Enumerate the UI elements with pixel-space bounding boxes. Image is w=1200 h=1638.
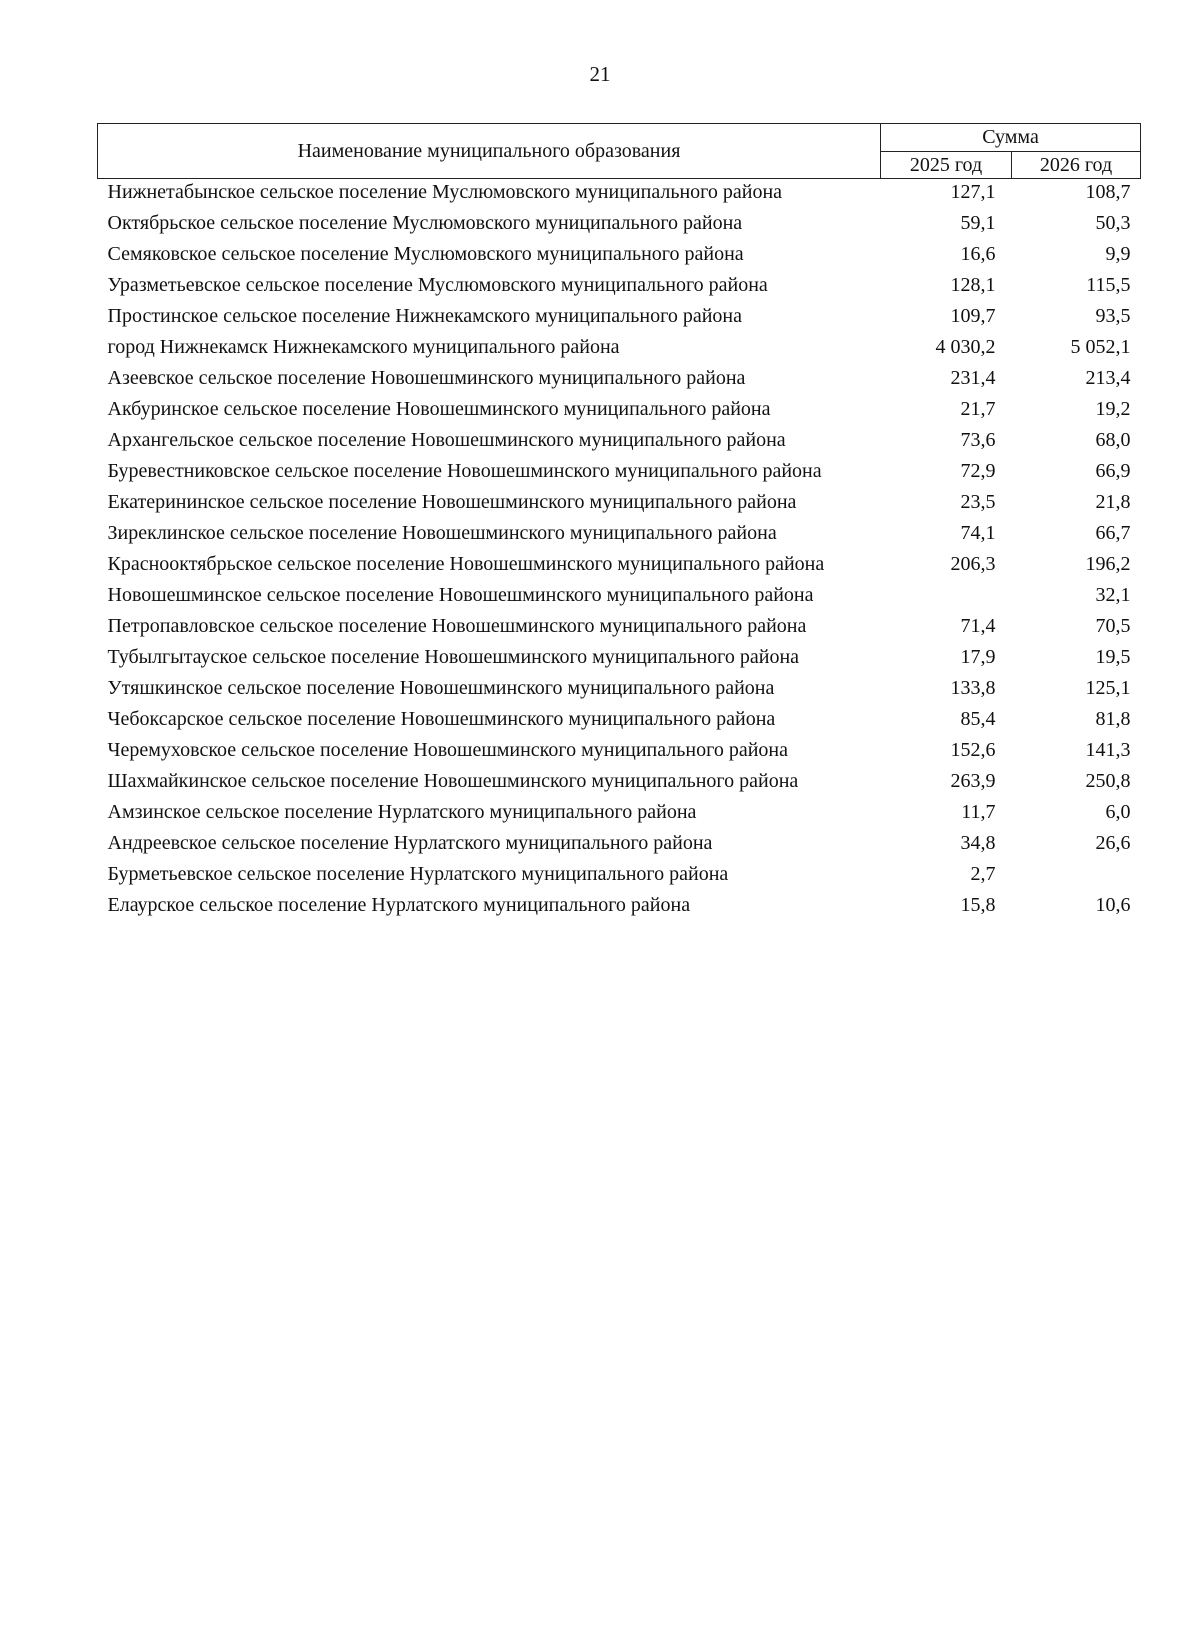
amount-2026: 26,6 — [1095, 832, 1131, 854]
table-row — [98, 303, 1141, 334]
amount-2026: 250,8 — [1085, 770, 1131, 792]
municipality-name: Утяшкинское сельское поселение Новошешминского муниципального района — [107, 677, 775, 699]
amount-2025: 23,5 — [960, 491, 996, 513]
amount-2025: 127,1 — [950, 181, 996, 203]
table-header — [98, 124, 1141, 179]
amount-2025: 71,4 — [960, 615, 996, 637]
amount-2026: 19,5 — [1095, 646, 1131, 668]
table-row — [98, 396, 1141, 427]
amount-2026: 66,7 — [1095, 522, 1131, 544]
amount-2026: 196,2 — [1085, 553, 1131, 575]
table-row — [98, 241, 1141, 272]
municipality-name: Екатерининское сельское поселение Новошешминского муниципального района — [107, 491, 797, 513]
table-row — [98, 551, 1141, 582]
amount-2025: 59,1 — [960, 212, 996, 234]
table-body — [98, 179, 1141, 924]
amount-2025: 263,9 — [950, 770, 996, 792]
amount-2025: 15,8 — [960, 894, 996, 916]
municipality-name: Новошешминское сельское поселение Новошешминского муниципального района — [107, 584, 814, 606]
amount-2025: 16,6 — [960, 243, 996, 265]
amount-2026: 93,5 — [1095, 305, 1131, 327]
amount-2025: 85,4 — [960, 708, 996, 730]
table-row — [98, 210, 1141, 241]
table-row — [98, 861, 1141, 892]
amount-2025: 4 030,2 — [935, 336, 996, 358]
municipality-name: Уразметьевское сельское поселение Муслюмовского муниципального района — [107, 274, 768, 296]
municipality-name: Черемуховское сельское поселение Новошешминского муниципального района — [107, 739, 788, 761]
municipality-name: Зиреклинское сельское поселение Новошешминского муниципального района — [107, 522, 777, 544]
municipality-name: Петропавловское сельское поселение Новошешминского муниципального района — [107, 615, 807, 637]
amount-2026: 50,3 — [1095, 212, 1131, 234]
amount-2025: 21,7 — [960, 398, 996, 420]
table-row — [98, 644, 1141, 675]
table-row — [98, 830, 1141, 861]
table-row — [98, 737, 1141, 768]
amount-2026: 19,2 — [1095, 398, 1131, 420]
amount-2025: 109,7 — [950, 305, 996, 327]
table-row — [98, 334, 1141, 365]
municipality-name: Нижнетабынское сельское поселение Муслюмовского муниципального района — [107, 181, 783, 203]
table-row — [98, 582, 1141, 613]
table-row — [98, 520, 1141, 551]
amount-2025: 73,6 — [960, 429, 996, 451]
amount-2026: 68,0 — [1095, 429, 1131, 451]
municipality-name: Октябрьское сельское поселение Муслюмовского муниципального района — [107, 212, 743, 234]
amount-2025: 152,6 — [950, 739, 996, 761]
municipality-name: Азеевское сельское поселение Новошешминского муниципального района — [107, 367, 746, 389]
amount-2026: 6,0 — [1105, 801, 1131, 823]
amount-2025: 133,8 — [950, 677, 996, 699]
municipality-name: Бурметьевское сельское поселение Нурлатского муниципального района — [107, 863, 729, 885]
amount-2026: 9,9 — [1105, 243, 1131, 265]
table-row — [98, 675, 1141, 706]
amount-2026: 213,4 — [1085, 367, 1131, 389]
amount-2026: 141,3 — [1085, 739, 1131, 761]
amount-2026: 5 052,1 — [1070, 336, 1131, 358]
table-row — [98, 427, 1141, 458]
amount-2025: 11,7 — [961, 801, 996, 823]
column-header-2025: 2025 год — [881, 151, 1012, 179]
table-row — [98, 458, 1141, 489]
municipality-name: Шахмайкинское сельское поселение Новошешминского муниципального района — [107, 770, 799, 792]
page-number: 21 — [589, 62, 611, 86]
amount-2026: 66,9 — [1095, 460, 1131, 482]
amount-2026: 115,5 — [1086, 274, 1131, 296]
amount-2026: 70,5 — [1095, 615, 1131, 637]
amount-2026: 108,7 — [1085, 181, 1131, 203]
table-row — [98, 365, 1141, 396]
amount-2026 — [1012, 861, 1141, 892]
amount-2025: 2,7 — [970, 863, 996, 885]
municipality-name: Простинское сельское поселение Нижнекамского муниципального района — [107, 305, 742, 327]
amount-2026: 81,8 — [1095, 708, 1131, 730]
amount-2025: 74,1 — [960, 522, 996, 544]
amount-2025: 206,3 — [950, 553, 996, 575]
table-row — [98, 892, 1141, 923]
table-row — [98, 179, 1141, 211]
municipality-name: Чебоксарское сельское поселение Новошешминского муниципального района — [107, 708, 776, 730]
amount-2026: 32,1 — [1095, 584, 1131, 606]
amount-2025: 34,8 — [960, 832, 996, 854]
amount-2025: 72,9 — [960, 460, 996, 482]
table-row — [98, 613, 1141, 644]
allocation-table — [97, 123, 1141, 923]
amount-2026: 21,8 — [1095, 491, 1131, 513]
municipality-name: Елаурское сельское поселение Нурлатского муниципального района — [107, 894, 691, 916]
municipality-name: Краснооктябрьское сельское поселение Новошешминского муниципального района — [107, 553, 825, 575]
municipality-name: Буревестниковское сельское поселение Новошешминского муниципального района — [107, 460, 822, 482]
municipality-name: Акбуринское сельское поселение Новошешминского муниципального района — [107, 398, 771, 420]
column-header-2026: 2026 год — [1012, 151, 1141, 179]
table-row — [98, 768, 1141, 799]
table-row — [98, 272, 1141, 303]
amount-2025: 17,9 — [960, 646, 996, 668]
municipality-name: Андреевское сельское поселение Нурлатского муниципального района — [107, 832, 713, 854]
municipality-name: Архангельское сельское поселение Новошешминского муниципального района — [107, 429, 786, 451]
municipality-name: город Нижнекамск Нижнекамского муниципального района — [107, 336, 620, 358]
table-row — [98, 799, 1141, 830]
amount-2025 — [881, 582, 1012, 613]
amount-2026: 125,1 — [1085, 677, 1131, 699]
amount-2026: 10,6 — [1095, 894, 1131, 916]
amount-2025: 231,4 — [950, 367, 996, 389]
table-row — [98, 489, 1141, 520]
table-row — [98, 706, 1141, 737]
column-header-sum: Сумма — [881, 124, 1141, 152]
municipality-name: Тубылгытауское сельское поселение Новошешминского муниципального района — [107, 646, 800, 668]
column-header-name: Наименование муниципального образования — [98, 124, 881, 179]
municipality-name: Семяковское сельское поселение Муслюмовского муниципального района — [107, 243, 744, 265]
municipality-name: Амзинское сельское поселение Нурлатского муниципального района — [107, 801, 697, 823]
amount-2025: 128,1 — [950, 274, 996, 296]
